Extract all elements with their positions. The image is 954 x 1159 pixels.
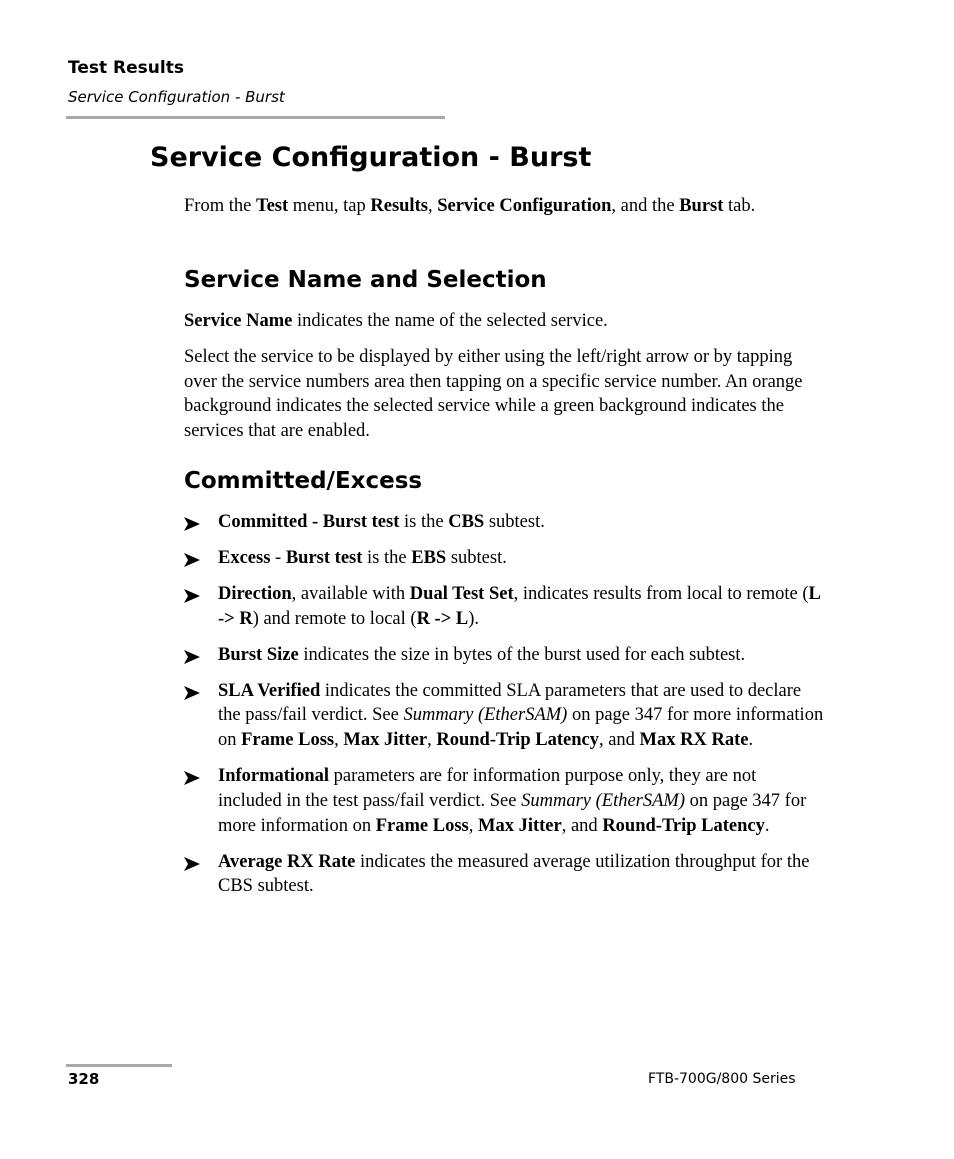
- list-item: Committed - Burst test is the CBS subtest.: [184, 510, 824, 535]
- header-rule: [66, 116, 445, 119]
- arrow-bullet-icon: [184, 857, 200, 871]
- arrow-bullet-icon: [184, 771, 200, 785]
- list-item: Direction, available with Dual Test Set, indicates results from local to remote (L -> R) and remote to local (R -> L).: [184, 582, 824, 631]
- arrow-bullet-icon: [184, 589, 200, 603]
- list-item: Average RX Rate indicates the measured average utilization throughput for the CBS subtest.: [184, 850, 824, 899]
- product-series: FTB-700G/800 Series: [648, 1071, 796, 1087]
- service-selection-paragraph: Select the service to be displayed by either using the left/right arrow or by tapping over the service numbers area then tapping on a specific service number. An orange background indicates the selected service while a green background indicates the services that are enabled.: [184, 347, 803, 442]
- intro-paragraph: From the Test menu, tap Results, Service Configuration, and the Burst tab.: [184, 196, 756, 216]
- list-item: Excess - Burst test is the EBS subtest.: [184, 546, 824, 571]
- list-item: SLA Verified indicates the committed SLA parameters that are used to declare the pass/fail verdict. See Summary (EtherSAM) on page 347 for more information on Frame Loss, Max Jitter, Round-Trip Latency, and Max RX Rate.: [184, 679, 824, 753]
- list-item: Burst Size indicates the size in bytes of the burst used for each subtest.: [184, 643, 824, 668]
- running-header-title: Test Results: [68, 58, 184, 78]
- cross-reference-link[interactable]: Summary (EtherSAM): [521, 790, 685, 811]
- arrow-bullet-icon: [184, 553, 200, 567]
- cross-reference-link[interactable]: Summary (EtherSAM): [403, 705, 568, 726]
- arrow-bullet-icon: [184, 650, 200, 664]
- service-name-paragraph: Service Name indicates the name of the selected service.: [184, 311, 608, 331]
- list-item: Informational parameters are for information purpose only, they are not included in the test pass/fail verdict. See Summary (EtherSAM) on page 347 for more information on Frame Loss, Max Jitter, and Round-Trip Latency.: [184, 764, 824, 838]
- arrow-bullet-icon: [184, 517, 200, 531]
- footer-rule: [66, 1064, 172, 1067]
- page-title: Service Configuration - Burst: [150, 142, 592, 173]
- running-header-subtitle: Service Configuration - Burst: [68, 88, 285, 106]
- section-heading-service-name: Service Name and Selection: [184, 267, 547, 293]
- committed-excess-list: [184, 510, 824, 910]
- section-heading-committed-excess: Committed/Excess: [184, 468, 423, 494]
- page-number: 328: [68, 1070, 100, 1088]
- arrow-bullet-icon: [184, 686, 200, 700]
